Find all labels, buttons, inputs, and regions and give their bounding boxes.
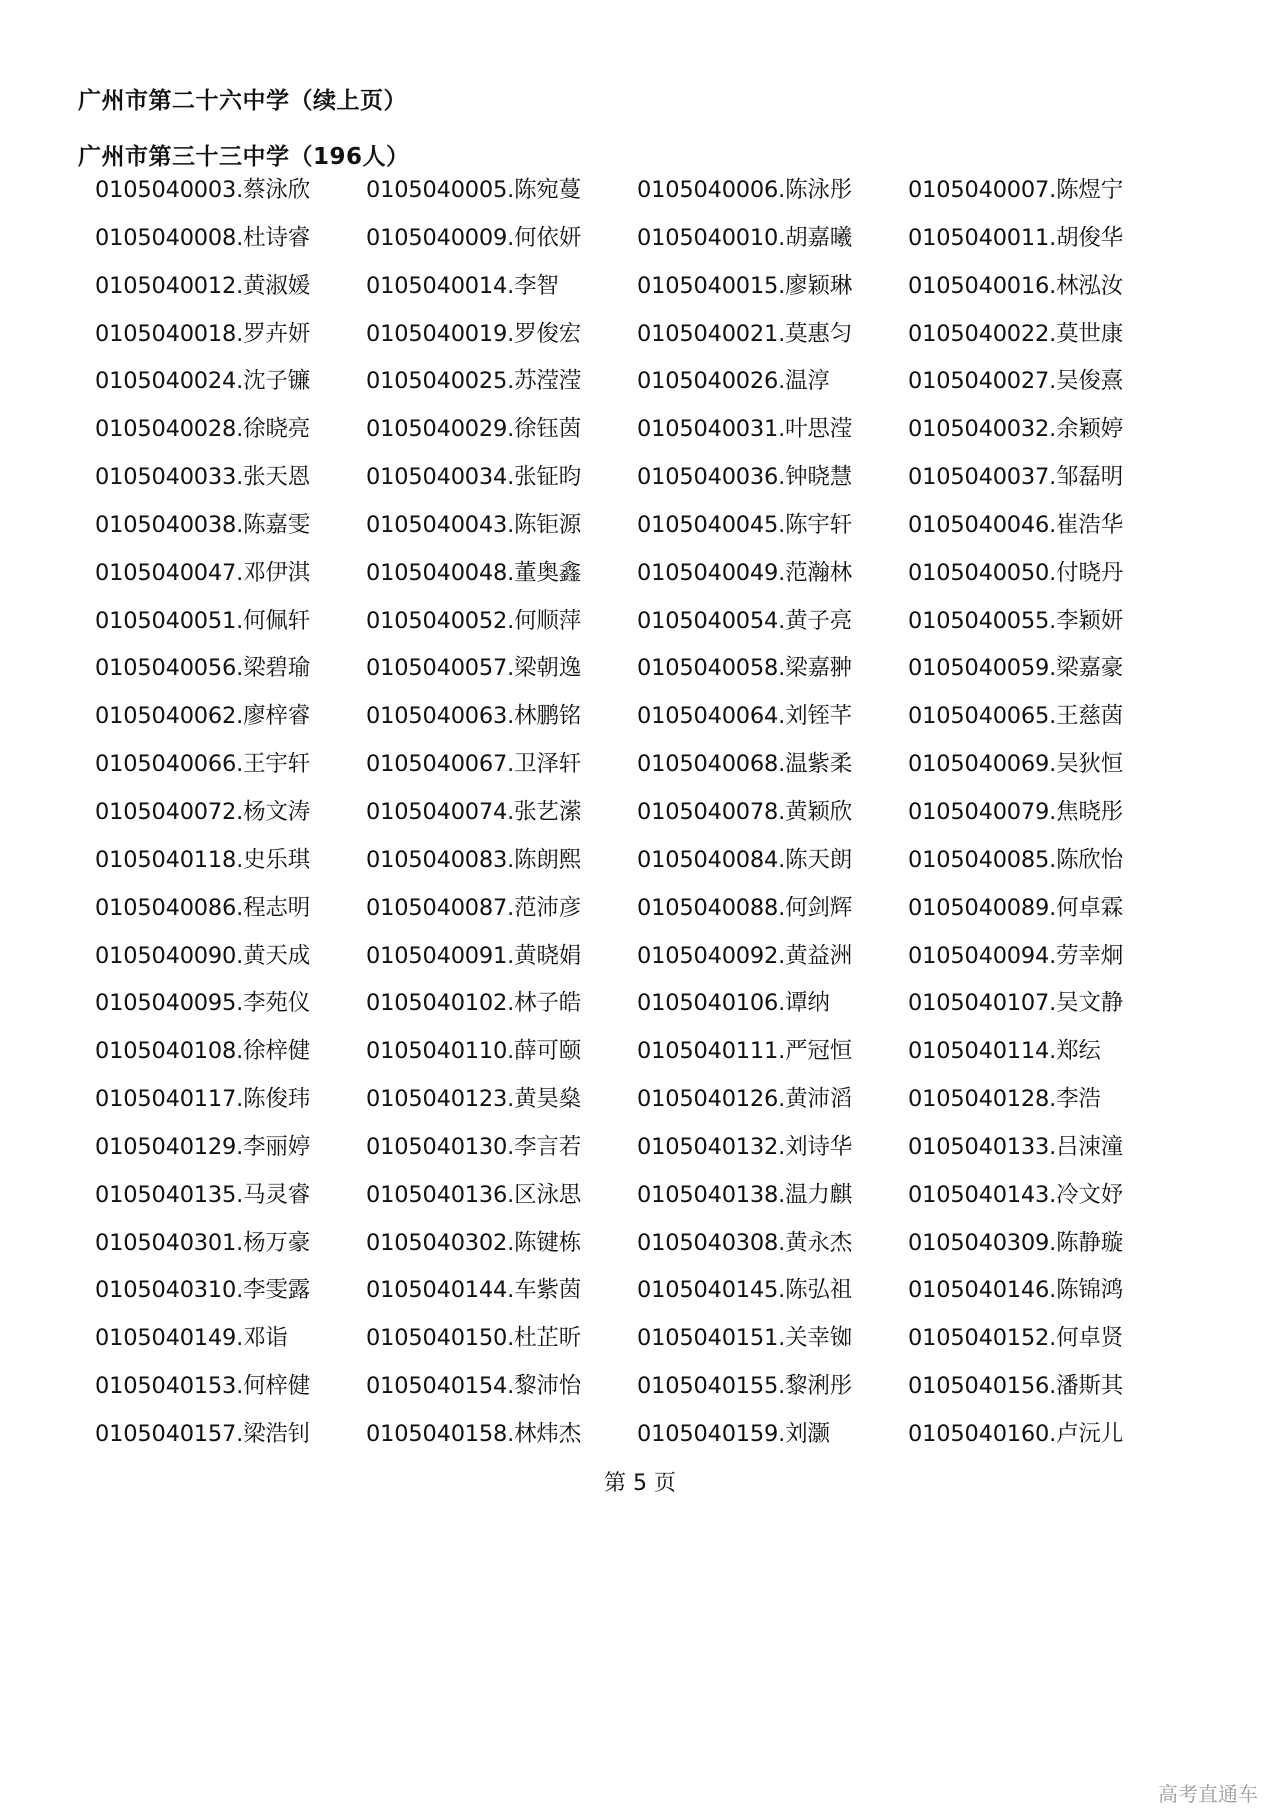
list-item: 0105040034.张钲昀 [366, 464, 582, 491]
list-item: 0105040145.陈弘祖 [637, 1277, 853, 1304]
list-item: 0105040085.陈欣怡 [908, 846, 1124, 873]
list-item: 0105040107.吴文静 [908, 990, 1124, 1017]
list-item: 0105040154.黎沛怡 [366, 1373, 582, 1400]
list-item: 0105040018.罗卉妍 [95, 320, 311, 347]
list-item: 0105040083.陈朗熙 [366, 846, 582, 873]
list-item: 0105040067.卫泽轩 [366, 751, 582, 778]
list-item: 0105040049.范瀚林 [637, 559, 853, 586]
school-heading: 广州市第三十三中学（196人） [78, 144, 410, 170]
list-item: 0105040135.马灵睿 [95, 1181, 311, 1208]
list-item: 0105040050.付晓丹 [908, 559, 1124, 586]
list-item: 0105040158.林炜杰 [366, 1420, 582, 1447]
list-item: 0105040051.何佩轩 [95, 607, 311, 634]
page-number: 第 5 页 [604, 1471, 676, 1496]
list-item: 0105040057.梁朝逸 [366, 655, 582, 682]
list-item: 0105040062.廖梓睿 [95, 703, 311, 730]
list-item: 0105040072.杨文涛 [95, 798, 311, 825]
list-item: 0105040118.史乐琪 [95, 846, 311, 873]
list-item: 0105040086.程志明 [95, 894, 311, 921]
list-item: 0105040114.郑纭 [908, 1038, 1101, 1065]
list-item: 0105040059.梁嘉豪 [908, 655, 1124, 682]
list-item: 0105040123.黄昊燊 [366, 1086, 582, 1113]
list-item: 0105040033.张天恩 [95, 464, 311, 491]
list-item: 0105040068.温紫柔 [637, 751, 853, 778]
list-item: 0105040089.何卓霖 [908, 894, 1124, 921]
list-item: 0105040028.徐晓亮 [95, 416, 311, 443]
list-item: 0105040153.何梓健 [95, 1373, 311, 1400]
list-item: 0105040088.何剑辉 [637, 894, 853, 921]
list-item: 0105040309.陈静璇 [908, 1229, 1124, 1256]
list-item: 0105040130.李言若 [366, 1133, 582, 1160]
list-item: 0105040129.李丽婷 [95, 1133, 311, 1160]
list-item: 0105040156.潘斯其 [908, 1373, 1124, 1400]
list-item: 0105040048.董奥鑫 [366, 559, 582, 586]
list-item: 0105040092.黄益洲 [637, 942, 853, 969]
list-item: 0105040111.严冠恒 [637, 1038, 853, 1065]
list-item: 0105040066.王宇轩 [95, 751, 311, 778]
list-item: 0105040063.林鹏铭 [366, 703, 582, 730]
list-item: 0105040152.何卓贤 [908, 1325, 1124, 1352]
list-item: 0105040058.梁嘉翀 [637, 655, 853, 682]
list-item: 0105040056.梁碧瑜 [95, 655, 311, 682]
list-item: 0105040003.蔡泳欣 [95, 177, 311, 203]
list-item: 0105040102.林子皓 [366, 990, 582, 1017]
list-item: 0105040015.廖颖琳 [637, 272, 853, 299]
list-item: 0105040074.张艺潆 [366, 798, 582, 825]
list-item: 0105040024.沈子镰 [95, 368, 311, 395]
list-item: 0105040027.吴俊熹 [908, 368, 1124, 395]
list-item: 0105040026.温淳 [637, 368, 830, 395]
list-item: 0105040032.余颖婷 [908, 416, 1124, 443]
list-item: 0105040157.梁浩钊 [95, 1420, 311, 1447]
continued-school-heading: 广州市第二十六中学（续上页） [78, 88, 407, 114]
list-item: 0105040146.陈锦鸿 [908, 1277, 1124, 1304]
list-item: 0105040019.罗俊宏 [366, 320, 582, 347]
list-item: 0105040159.刘灏 [637, 1420, 830, 1447]
list-item: 0105040012.黄淑媛 [95, 272, 311, 299]
list-item: 0105040087.范沛彦 [366, 894, 582, 921]
list-item: 0105040084.陈天朗 [637, 846, 853, 873]
list-item: 0105040151.关幸铷 [637, 1325, 853, 1352]
list-item: 0105040045.陈宇轩 [637, 511, 853, 538]
list-item: 0105040132.刘诗华 [637, 1133, 853, 1160]
list-item: 0105040136.区泳思 [366, 1181, 582, 1208]
list-item: 0105040009.何依妍 [366, 224, 582, 251]
list-item: 0105040143.冷文妤 [908, 1181, 1124, 1208]
list-item: 0105040078.黄颖欣 [637, 798, 853, 825]
watermark: 高考直通车 [1158, 1782, 1258, 1806]
list-item: 0105040079.焦晓彤 [908, 798, 1124, 825]
list-item: 0105040133.吕涑潼 [908, 1133, 1124, 1160]
list-item: 0105040011.胡俊华 [908, 224, 1124, 251]
list-item: 0105040069.吴狄恒 [908, 751, 1124, 778]
list-item: 0105040302.陈键栋 [366, 1229, 582, 1256]
list-item: 0105040016.林泓汝 [908, 272, 1124, 299]
list-item: 0105040310.李雯露 [95, 1277, 311, 1304]
list-item: 0105040117.陈俊玮 [95, 1086, 311, 1113]
list-item: 0105040038.陈嘉雯 [95, 511, 311, 538]
list-item: 0105040037.邹磊明 [908, 464, 1124, 491]
list-item: 0105040106.谭纳 [637, 990, 830, 1017]
list-item: 0105040090.黄天成 [95, 942, 311, 969]
list-item: 0105040047.邓伊淇 [95, 559, 311, 586]
list-item: 0105040126.黄沛滔 [637, 1086, 853, 1113]
list-item: 0105040007.陈煜宁 [908, 177, 1124, 203]
list-item: 0105040010.胡嘉曦 [637, 224, 853, 251]
admission-list [95, 176, 1135, 1468]
list-item: 0105040036.钟晓慧 [637, 464, 853, 491]
list-item: 0105040064.刘铚芊 [637, 703, 853, 730]
list-item: 0105040144.车紫茵 [366, 1277, 582, 1304]
list-item: 0105040014.李智 [366, 272, 559, 299]
list-item: 0105040052.何顺萍 [366, 607, 582, 634]
list-item: 0105040025.苏滢滢 [366, 368, 582, 395]
list-item: 0105040005.陈宛蔓 [366, 177, 582, 203]
list-item: 0105040155.黎浰彤 [637, 1373, 853, 1400]
list-item: 0105040043.陈钜源 [366, 511, 582, 538]
list-item: 0105040046.崔浩华 [908, 511, 1124, 538]
list-item: 0105040108.徐梓健 [95, 1038, 311, 1065]
list-item: 0105040021.莫惠匀 [637, 320, 853, 347]
list-item: 0105040065.王慈茵 [908, 703, 1124, 730]
list-item: 0105040308.黄永杰 [637, 1229, 853, 1256]
list-item: 0105040149.邓诣 [95, 1325, 288, 1352]
list-item: 0105040094.劳幸炯 [908, 942, 1124, 969]
list-item: 0105040008.杜诗睿 [95, 224, 311, 251]
list-item: 0105040095.李苑仪 [95, 990, 311, 1017]
list-item: 0105040128.李浩 [908, 1086, 1101, 1113]
list-item: 0105040022.莫世康 [908, 320, 1124, 347]
list-item: 0105040160.卢沅儿 [908, 1420, 1124, 1447]
list-item: 0105040301.杨万豪 [95, 1229, 311, 1256]
list-item: 0105040150.杜芷昕 [366, 1325, 582, 1352]
list-item: 0105040091.黄晓娟 [366, 942, 582, 969]
list-item: 0105040054.黄子亮 [637, 607, 853, 634]
list-item: 0105040110.薛可颐 [366, 1038, 582, 1065]
list-item: 0105040006.陈泳彤 [637, 177, 853, 203]
list-item: 0105040029.徐钰茵 [366, 416, 582, 443]
list-item: 0105040055.李颖妍 [908, 607, 1124, 634]
list-item: 0105040031.叶思滢 [637, 416, 853, 443]
list-item: 0105040138.温力麒 [637, 1181, 853, 1208]
